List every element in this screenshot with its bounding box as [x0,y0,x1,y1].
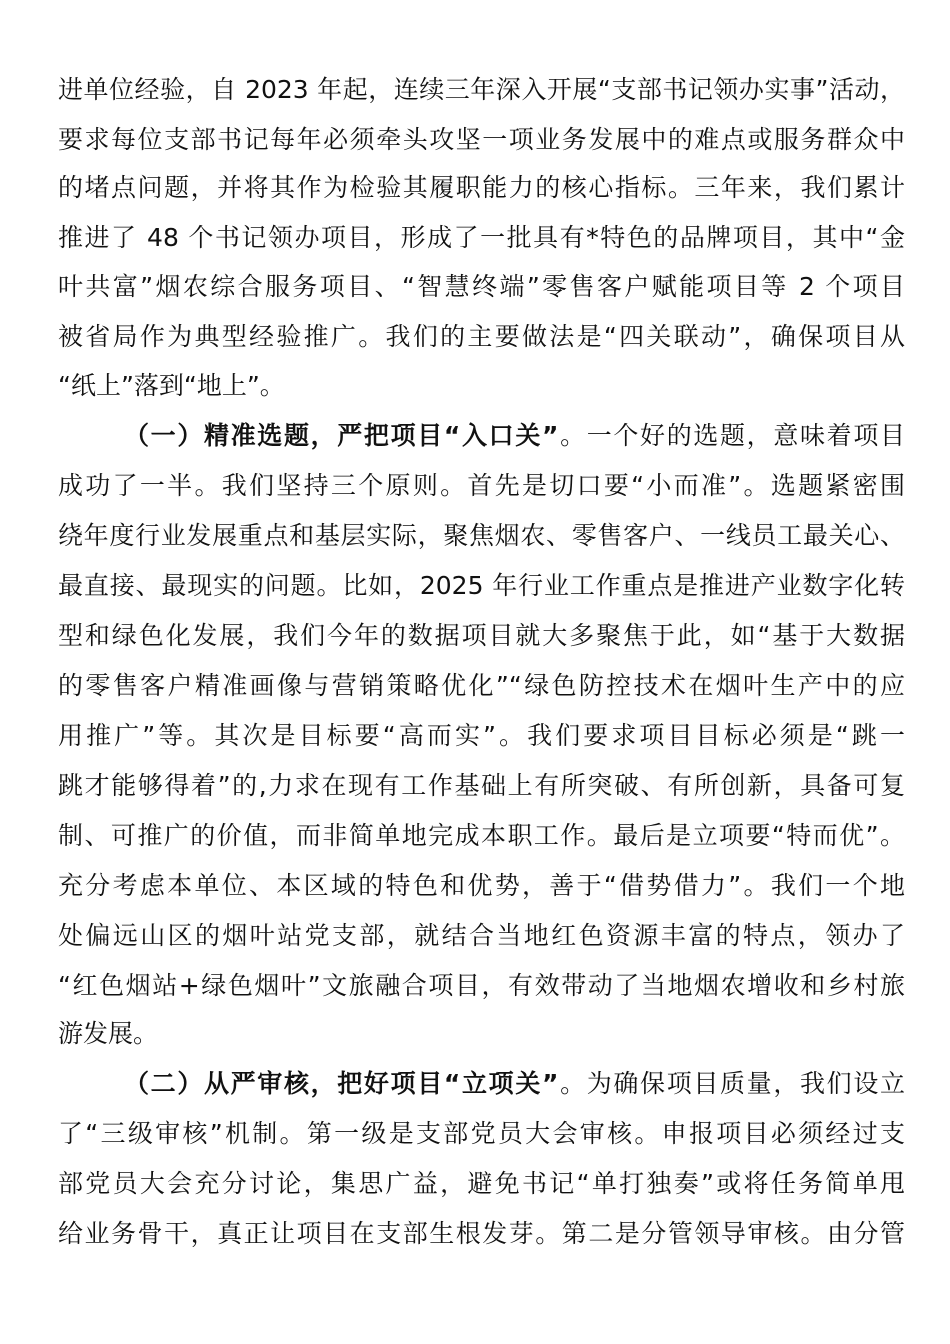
section-heading: （一）精准选题，严把项目“入口关” [124,421,559,450]
line-text: 跳才能够得着”的,力求在现有工作基础上有所突破、有所创新，具备可复 [58,771,905,800]
text-line [58,816,905,856]
text-line [58,1164,905,1204]
section-heading: （二）从严审核，把好项目“立项关” [124,1069,559,1098]
section-heading-line [124,416,905,456]
line-text: 给业务骨干，真正让项目在支部生根发芽。第二是分管领导审核。由分管 [58,1219,905,1248]
line-text: 型和绿色化发展，我们今年的数据项目就大多聚焦于此，如“基于大数据 [58,621,905,650]
text-line [58,267,905,307]
text-line [58,616,905,656]
line-text: 。一个好的选题，意味着项目 [558,421,905,450]
line-text: “纸上”落到“地上”。 [58,371,285,400]
text-line [58,516,905,556]
line-text: 游发展。 [58,1019,159,1048]
line-text: 成功了一半。我们坚持三个原则。首先是切口要“小而准”。选题紧密围 [58,471,905,500]
line-text: 进单位经验，自 2023 年起，连续三年深入开展“支部书记领办实事”活动， [58,75,905,104]
text-line [58,1214,905,1254]
line-text: 了“三级审核”机制。第一级是支部党员大会审核。申报项目必须经过支 [58,1119,905,1148]
text-line [58,218,905,258]
text-line [58,766,905,806]
line-text: 最直接、最现实的问题。比如，2025 年行业工作重点是推进产业数字化转 [58,571,905,600]
text-line [58,366,905,406]
line-text: 部党员大会充分讨论，集思广益，避免书记“单打独奏”或将任务简单甩 [58,1169,905,1198]
text-line [58,916,905,956]
text-line [58,1014,905,1054]
line-text: 被省局作为典型经验推广。我们的主要做法是“四关联动”，确保项目从 [58,322,905,351]
line-text: 用推广”等。其次是目标要“高而实”。我们要求项目目标必须是“跳一 [58,721,905,750]
text-line [58,70,905,110]
section-heading-line [124,1064,905,1104]
text-line [58,317,905,357]
text-line [58,716,905,756]
line-text: 要求每位支部书记每年必须牵头攻坚一项业务发展中的难点或服务群众中 [58,125,905,154]
text-line [58,466,905,506]
text-line [58,966,905,1006]
line-text: 的零售客户精准画像与营销策略优化”“绿色防控技术在烟叶生产中的应 [58,671,905,700]
text-line [58,1114,905,1154]
line-text: 叶共富”烟农综合服务项目、“智慧终端”零售客户赋能项目等 2 个项目 [58,272,905,301]
line-text: 推进了 48 个书记领办项目，形成了一批具有*特色的品牌项目，其中“金 [58,223,905,252]
line-text: 充分考虑本单位、本区域的特色和优势，善于“借势借力”。我们一个地 [58,871,905,900]
text-line [58,168,905,208]
line-text: 处偏远山区的烟叶站党支部，就结合当地红色资源丰富的特点，领办了 [58,921,905,950]
text-line [58,666,905,706]
line-text: 制、可推广的价值，而非简单地完成本职工作。最后是立项要“特而优”。 [58,821,905,850]
line-text: 的堵点问题，并将其作为检验其履职能力的核心指标。三年来，我们累计 [58,173,905,202]
line-text: “红色烟站+绿色烟叶”文旅融合项目，有效带动了当地烟农增收和乡村旅 [58,971,905,1000]
text-line [58,866,905,906]
line-text: 。为确保项目质量，我们设立 [558,1069,905,1098]
text-line [58,120,905,160]
line-text: 绕年度行业发展重点和基层实际，聚焦烟农、零售客户、一线员工最关心、 [58,521,905,550]
text-line [58,566,905,606]
